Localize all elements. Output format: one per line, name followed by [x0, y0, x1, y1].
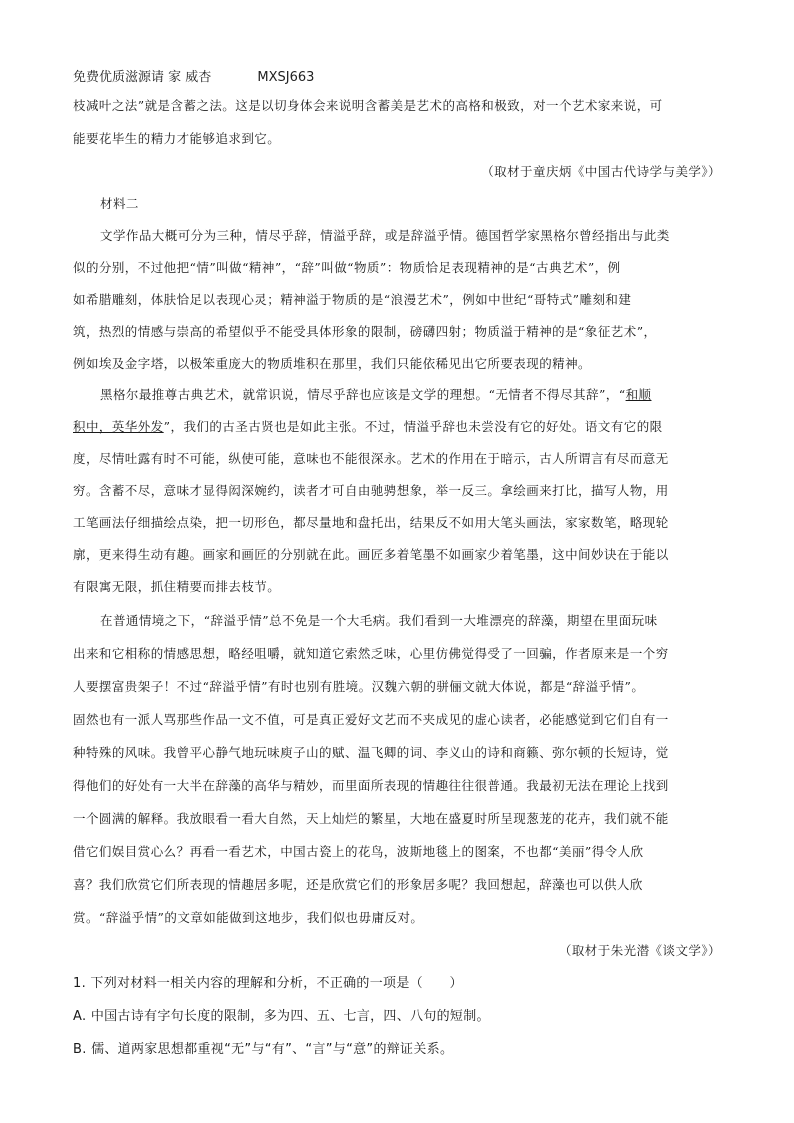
paragraph-line: 固然也有一派人骂那些作品一文不值，可是真正爱好文艺而不夹成见的虚心读者，必能感觉到它们自有一	[73, 712, 669, 727]
header-code: MXSJ663	[257, 70, 315, 85]
paragraph-line: 廓，更来得生动有趣。画家和画匠的分别就在此。画匠多着笔墨不如画家少着笔墨，这中间妙诀在于能以	[73, 547, 669, 562]
paragraph-line: 得他们的好处有一大半在辞藻的高华与精妙，而里面所表现的情趣往往很普通。我最初无法在理论上找到	[73, 778, 669, 793]
paragraph-line: 人要摆富贵架子！不过“辞溢乎情”有时也别有胜境。汉魏六朝的骈俪文就大体说，都是“辞溢乎情”。	[73, 679, 645, 694]
paragraph-line: 工笔画法仔细描绘点染，把一切形色，都尽量地和盘托出，结果反不如用大笔头画法，家家数笔，略现轮	[73, 515, 669, 530]
underlined-text: 积中，英华外发	[73, 419, 164, 434]
paragraph-line: 在普通情境之下，“辞溢乎情”总不免是一个大毛病。我们看到一大堆漂亮的辞藻，期望在里面玩味	[100, 613, 658, 628]
underlined-text: 和顺	[625, 387, 652, 402]
paragraph-line: 喜？我们欣赏它们所表现的情趣居多呢，还是欣赏它们的形象居多呢？我回想起，辞藻也可以供人欣	[73, 877, 643, 892]
paragraph-line: 一个圆满的解释。我放眼看一看大自然，天上灿烂的繁星，大地在盛夏时所呈现葱茏的花卉，我们就不能	[73, 811, 669, 826]
header-watermark-text: 免费优质滋源请 家 威杏	[73, 70, 212, 85]
answer-option: A. 中国古诗有字句长度的限制，多为四、五、七言，四、八句的短制。	[73, 1009, 490, 1024]
paragraph-line: 种特殊的风味。我曾平心静气地玩味庾子山的赋、温飞卿的词、李义山的诗和商籁、弥尔顿的长短诗，觉	[73, 745, 669, 760]
answer-option: B. 儒、道两家思想都重视“无”与“有”、“言”与“意”的辩证关系。	[73, 1042, 454, 1057]
paragraph-line: 例如埃及金字塔，以极笨重庞大的物质堆积在那里，我们只能依稀见出它所要表现的精神。	[73, 356, 592, 371]
source-citation: （取材于朱光潜《谈文学》）	[558, 943, 721, 958]
paragraph-line: 枝减叶之法”就是含蓄之法。这是以切身体会来说明含蓄美是艺术的高格和极致，对一个艺术家来说，可	[73, 98, 663, 113]
section-label: 材料二	[100, 196, 139, 211]
paragraph-line: 穷。含蓄不尽，意味才显得闳深婉约，读者才可自由驰骋想象，举一反三。拿绘画来打比，描写人物，用	[73, 483, 669, 498]
page-header	[73, 66, 314, 85]
source-citation: （取材于童庆炳《中国古代诗学与美学》）	[481, 164, 721, 179]
paragraph-line: 筑，热烈的情感与崇高的希望似乎不能受具体形象的限制，磅礴四射；物质溢于精神的是“象征艺术”，	[73, 324, 657, 339]
paragraph-line: 似的分别，不过他把“情”叫做“精神”，“辞”叫做“物质”：物质恰足表现精神的是“古典艺术”，例	[73, 260, 621, 275]
paragraph-line	[73, 419, 721, 435]
paragraph-line: 度，尽情吐露有时不可能，纵使可能，意味也不能很深永。艺术的作用在于暗示，古人所谓言有尽而意无	[73, 451, 669, 466]
paragraph-line: 出来和它相称的情感思想，略经咀嚼，就知道它索然乏味，心里仿佛觉得受了一回骗，作者原来是一个穷	[73, 646, 669, 661]
text-span: 黑格尔最推尊古典艺术，就常识说，情尽乎辞也应该是文学的理想。“无情者不得尽其辞”，“	[100, 387, 626, 402]
paragraph-line: 赏。“辞溢乎情”的文章如能做到这地步，我们似也毋庸反对。	[73, 910, 424, 925]
text-span: ”，我们的古圣古贤也是如此主张。不过，情溢乎辞也未尝没有它的好处。语文有它的限	[163, 419, 663, 434]
paragraph-line	[100, 387, 721, 403]
paragraph-line: 能要花毕生的精力才能够追求到它。	[73, 131, 281, 146]
paragraph-line: 如希腊雕刻，体肤恰足以表现心灵；精神溢于物质的是“浪漫艺术”，例如中世纪“哥特式”雕刻和建	[73, 292, 632, 307]
paragraph-line: 有限寓无限，抓住精要而排去枝节。	[73, 579, 281, 594]
paragraph-line: 文学作品大概可分为三种，情尽乎辞，情溢乎辞，或是辞溢乎情。德国哲学家黑格尔曾经指出与此类	[100, 228, 670, 243]
paragraph-line: 借它们娱目赏心么？再看一看艺术，中国古瓷上的花鸟，波斯地毯上的图案，不也都“美丽”得令人欣	[73, 844, 644, 859]
question-stem: 1. 下列对材料一相关内容的理解和分析，不正确的一项是（ ）	[73, 976, 463, 991]
